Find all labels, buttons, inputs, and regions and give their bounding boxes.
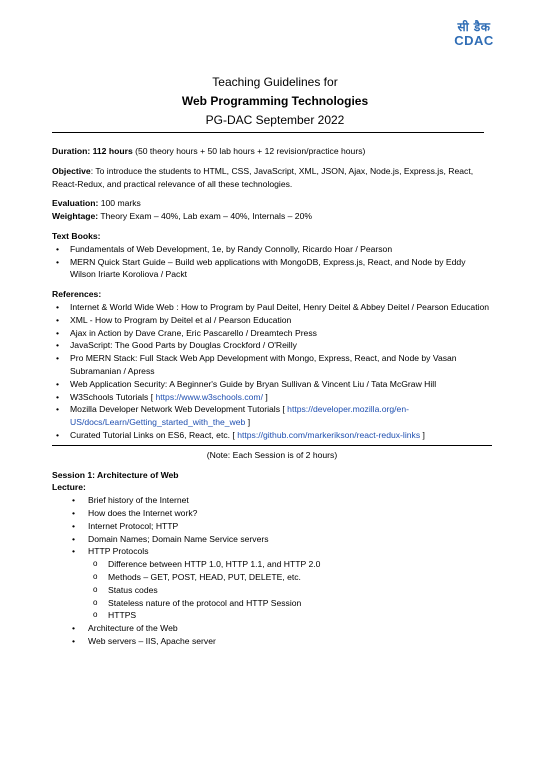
list-item: • Web servers – IIS, Apache server xyxy=(52,635,492,648)
document-body xyxy=(52,145,492,648)
list-item: • Internet Protocol; HTTP xyxy=(52,520,492,533)
objective-text: : To introduce the students to HTML, CSS, JavaScript, XML, JSON, Ajax, Node.js, Express.js, React, React-Redux, and practical relevance of all these technologies. xyxy=(52,165,474,189)
list-item xyxy=(52,391,492,404)
document-header xyxy=(0,73,550,130)
http-sublist xyxy=(52,558,492,622)
w3schools-link[interactable]: https://www.w3schools.com/ xyxy=(155,391,263,402)
duration-value: 112 hours xyxy=(92,146,133,156)
mozilla-end: ] xyxy=(245,417,251,428)
lecture-list xyxy=(52,494,492,558)
list-item: • XML - How to Program by Deitel et al / Pearson Education xyxy=(52,314,492,327)
list-item: • MERN Quick Start Guide – Build web applications with MongoDB, Express.js, React, and Node by Eddy Wilson Iriarte Koroliova / Packt xyxy=(52,256,492,282)
logo-hindi-text: सी डैक xyxy=(457,20,491,34)
references-heading-text: References: xyxy=(52,289,102,300)
weightage-label: Weightage: xyxy=(52,211,99,222)
lecture-heading-text: Lecture: xyxy=(52,482,86,493)
duration-line xyxy=(52,145,492,158)
header-divider xyxy=(52,132,484,133)
w3schools-end: ] xyxy=(262,391,268,402)
header-batch: PG-DAC September 2022 xyxy=(205,113,345,127)
logo-english-text: CDAC xyxy=(454,33,494,48)
list-item: • Fundamentals of Web Development, 1e, by Randy Connolly, Ricardo Hoar / Pearson xyxy=(52,243,492,256)
textbooks-heading-text: Text Books: xyxy=(52,230,101,241)
curated-end: ] xyxy=(420,429,425,440)
list-item: • Architecture of the Web xyxy=(52,622,492,635)
mozilla-link[interactable]: https://developer.mozilla.org/en-US/docs/Learn/Getting_started_with_the_web xyxy=(70,404,409,428)
textbooks-list xyxy=(52,243,492,281)
list-item xyxy=(52,429,492,442)
evaluation-line xyxy=(52,197,492,210)
list-item xyxy=(52,403,492,429)
sub-list-item: o HTTPS xyxy=(52,609,492,622)
session-title xyxy=(52,469,492,482)
references-list xyxy=(52,301,492,442)
list-item: • Pro MERN Stack: Full Stack Web App Development with Mongo, Express, React, and Node by Vasan Subramanian / Apress xyxy=(52,352,492,378)
curated-link[interactable]: https://github.com/markerikson/react-redux-links xyxy=(237,429,421,440)
mozilla-text: Mozilla Developer Network Web Development Tutorials [ xyxy=(70,404,288,415)
duration-label: Duration: xyxy=(52,146,91,156)
lecture-heading xyxy=(52,481,492,494)
list-item: • JavaScript: The Good Parts by Douglas Crockford / O'Reilly xyxy=(52,339,492,352)
sub-list-item: o Status codes xyxy=(52,584,492,597)
curated-text: Curated Tutorial Links on ES6, React, etc. [ xyxy=(70,429,238,440)
w3schools-text: W3Schools Tutorials [ xyxy=(70,391,156,402)
objective-label: Objective xyxy=(52,165,91,176)
list-item: • Internet & World Wide Web : How to Program by Paul Deitel, Henry Deitel & Abbey Deitel / Pearson Education xyxy=(52,301,492,314)
page-title: Web Programming Technologies xyxy=(181,94,369,108)
evaluation-label: Evaluation: xyxy=(52,198,99,209)
list-item: • HTTP Protocols xyxy=(52,545,492,558)
weightage-line xyxy=(52,210,492,223)
list-item: • Ajax in Action by Dave Crane, Eric Pascarello / Dreamtech Press xyxy=(52,327,492,340)
references-heading xyxy=(52,288,492,301)
sub-list-item: o Methods – GET, POST, HEAD, PUT, DELETE, etc. xyxy=(52,571,492,584)
lecture-list-continued xyxy=(52,622,492,648)
duration-detail: (50 theory hours + 50 lab hours + 12 revision/practice hours) xyxy=(135,146,366,156)
list-item: • Web Application Security: A Beginner's Guide by Bryan Sullivan & Vincent Liu / Tata McGraw Hill xyxy=(52,378,492,391)
section-divider xyxy=(52,445,492,446)
sub-list-item: o Stateless nature of the protocol and HTTP Session xyxy=(52,597,492,610)
weightage-value: Theory Exam – 40%, Lab exam – 40%, Internals – 20% xyxy=(100,211,313,222)
list-item: • Domain Names; Domain Name Service servers xyxy=(52,533,492,546)
objective-line xyxy=(52,165,492,191)
cdac-logo xyxy=(449,20,499,47)
list-item: • Brief history of the Internet xyxy=(52,494,492,507)
session-note: (Note: Each Session is of 2 hours) xyxy=(206,449,338,460)
evaluation-value: 100 marks xyxy=(100,198,141,209)
textbooks-heading xyxy=(52,230,492,243)
sub-list-item: o Difference between HTTP 1.0, HTTP 1.1, and HTTP 2.0 xyxy=(52,558,492,571)
session-title-text: Session 1: Architecture of Web xyxy=(52,469,179,480)
list-item: • How does the Internet work? xyxy=(52,507,492,520)
header-subtitle: Teaching Guidelines for xyxy=(212,75,338,89)
